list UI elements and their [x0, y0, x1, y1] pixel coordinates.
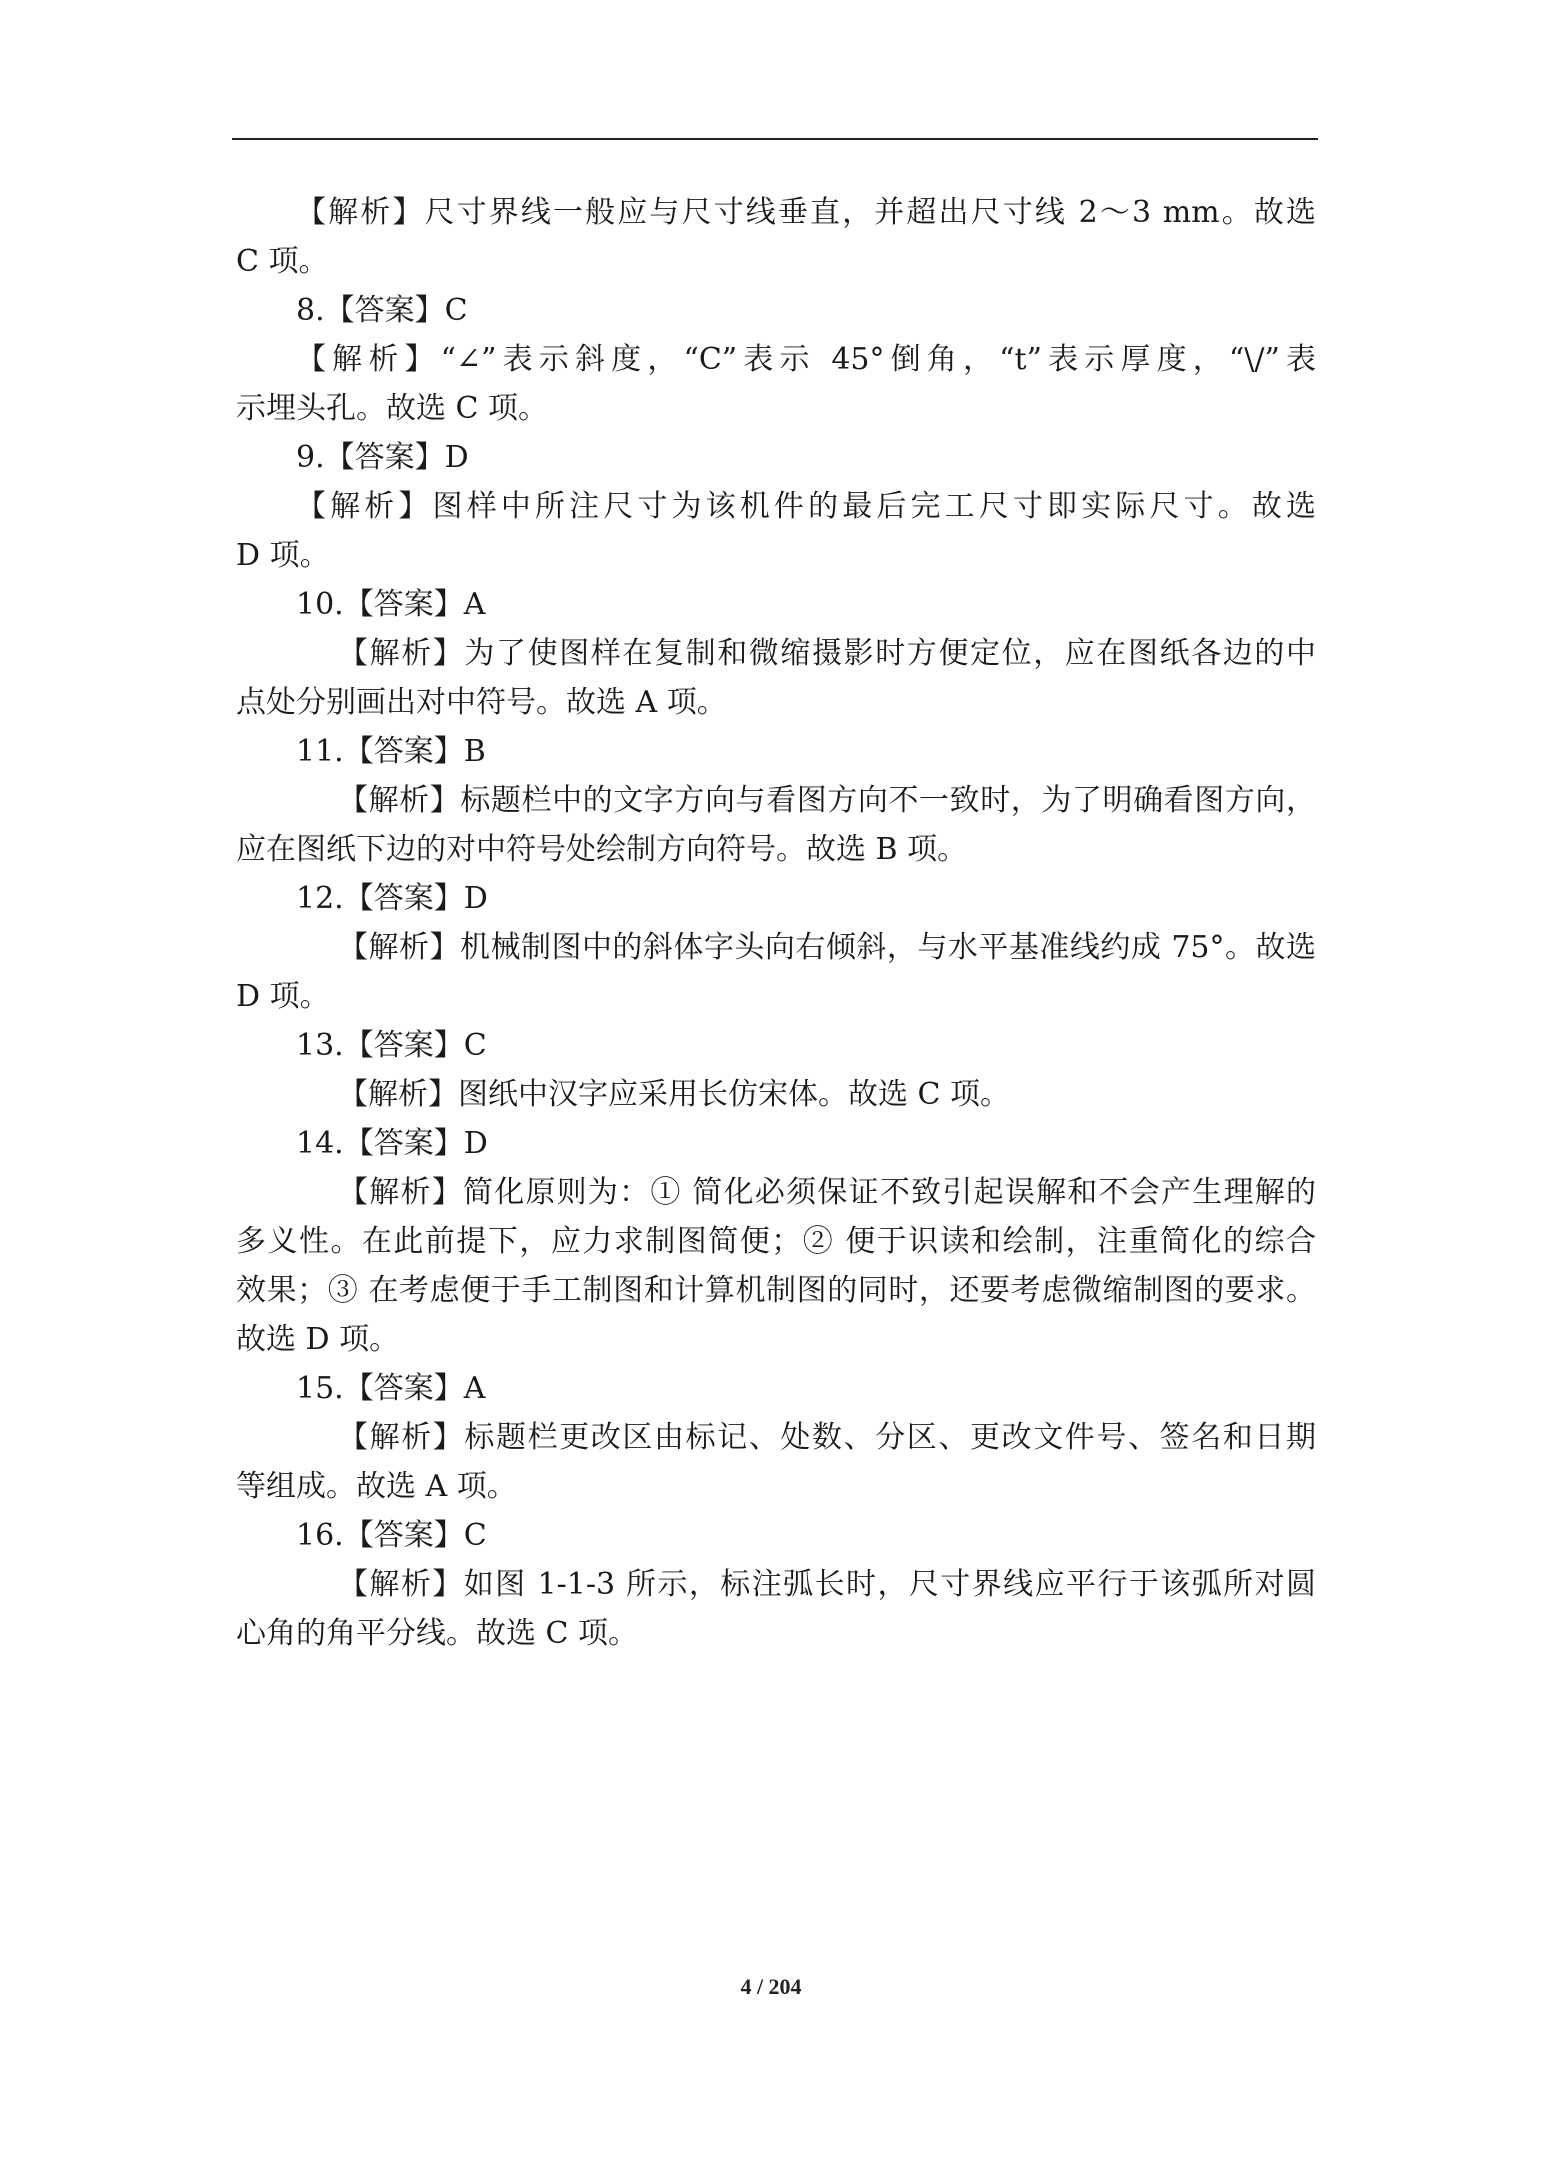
- answer-line: 16.【答案】C: [296, 1518, 487, 1553]
- answer-line: 14.【答案】D: [296, 1126, 488, 1161]
- analysis-line: 示埋头孔。故选 C 项。: [236, 391, 549, 426]
- answer-line: 15.【答案】A: [296, 1371, 486, 1406]
- analysis-line: 故选 D 项。: [236, 1322, 400, 1357]
- answer-line: 13.【答案】C: [296, 1028, 487, 1063]
- answer-line: 12.【答案】D: [296, 881, 488, 916]
- analysis-line: 【解析】“∠”表示斜度，“C”表示 45°倒角，“t”表示厚度，“\/”表: [296, 342, 1316, 377]
- document-body: [236, 188, 1316, 1658]
- analysis-line: 等组成。故选 A 项。: [236, 1469, 517, 1504]
- analysis-line: D 项。: [236, 538, 330, 573]
- page-number: 4 / 204: [740, 1974, 802, 1999]
- analysis-line: 多义性。在此前提下，应力求制图简便；② 便于识读和绘制，注重简化的综合: [236, 1224, 1316, 1259]
- analysis-line: 【解析】如图 1-1-3 所示，标注弧长时，尺寸界线应平行于该弧所对圆: [338, 1567, 1316, 1602]
- answer-line: 9.【答案】D: [296, 440, 469, 475]
- analysis-line: 【解析】机械制图中的斜体字头向右倾斜，与水平基准线约成 75°。故选: [338, 930, 1316, 965]
- analysis-line: C 项。: [236, 244, 329, 279]
- analysis-line: 效果；③ 在考虑便于手工制图和计算机制图的同时，还要考虑微缩制图的要求。: [236, 1273, 1316, 1308]
- analysis-line: 【解析】尺寸界线一般应与尺寸线垂直，并超出尺寸线 2～3 mm。故选: [296, 195, 1316, 230]
- analysis-line: 【解析】简化原则为：① 简化必须保证不致引起误解和不会产生理解的: [338, 1175, 1316, 1210]
- analysis-line: 【解析】标题栏更改区由标记、处数、分区、更改文件号、签名和日期: [338, 1420, 1316, 1455]
- analysis-line: 【解析】图样中所注尺寸为该机件的最后完工尺寸即实际尺寸。故选: [296, 489, 1316, 524]
- analysis-line: 应在图纸下边的对中符号处绘制方向符号。故选 B 项。: [236, 832, 968, 867]
- analysis-line: 【解析】标题栏中的文字方向与看图方向不一致时，为了明确看图方向，: [338, 783, 1316, 818]
- answer-line: 11.【答案】B: [296, 734, 486, 769]
- analysis-line: D 项。: [236, 979, 330, 1014]
- answer-line: 8.【答案】C: [296, 293, 468, 328]
- analysis-line: 【解析】为了使图样在复制和微缩摄影时方便定位，应在图纸各边的中: [338, 636, 1316, 671]
- analysis-line: 【解析】图纸中汉字应采用长仿宋体。故选 C 项。: [338, 1077, 1011, 1112]
- analysis-line: 心角的角平分线。故选 C 项。: [236, 1616, 639, 1651]
- answer-line: 10.【答案】A: [296, 587, 486, 622]
- analysis-line: 点处分别画出对中符号。故选 A 项。: [236, 685, 727, 720]
- header-rule: [232, 138, 1318, 140]
